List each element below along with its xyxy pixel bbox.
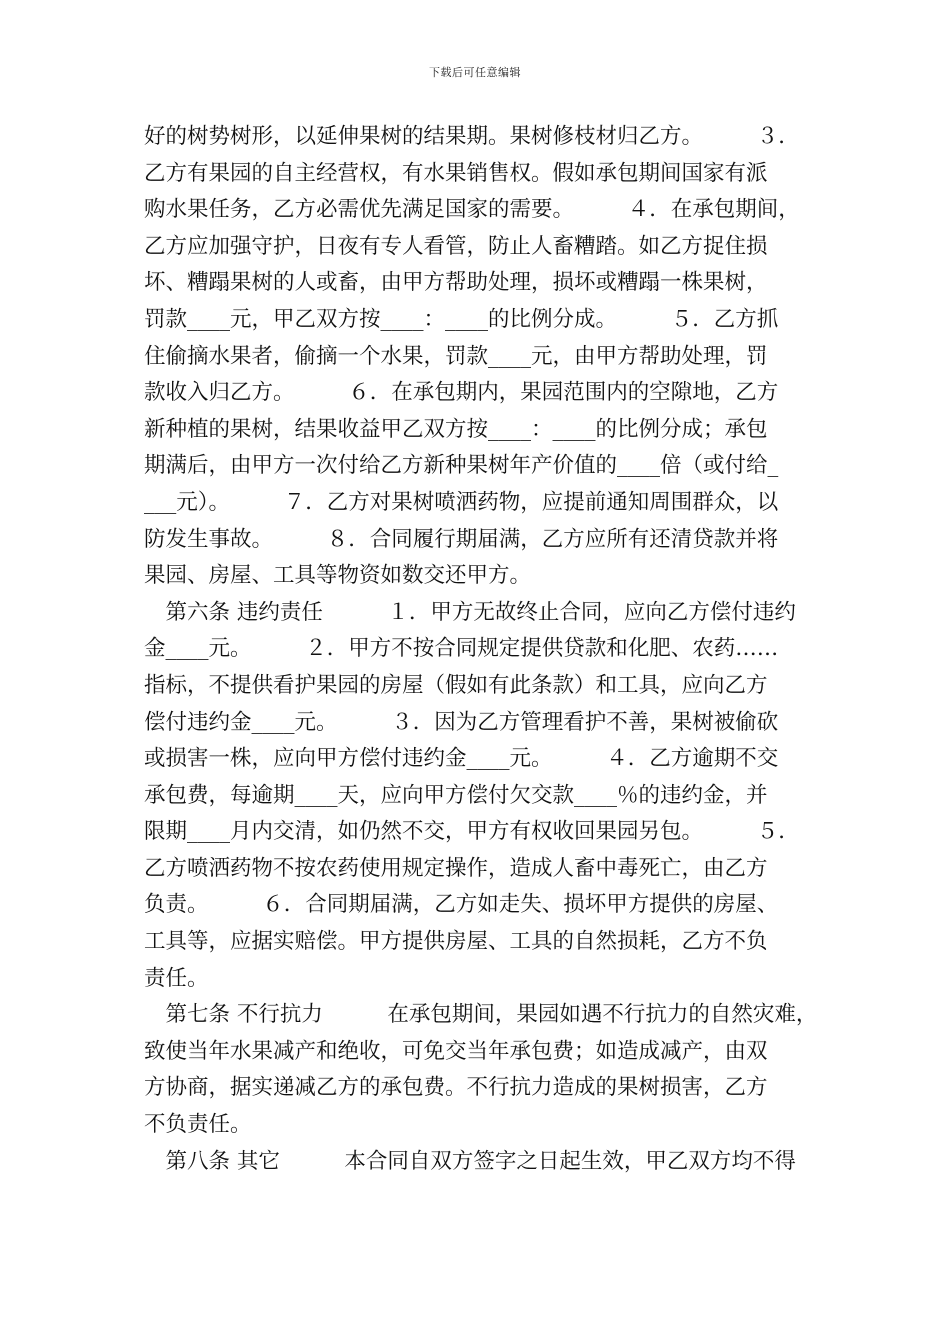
text-line: 或损害一株，应向甲方偿付违约金____元。 ４．乙方逾期不交 <box>144 746 779 772</box>
text-line: 偿付违约金____元。 ３．因为乙方管理看护不善，果树被偷砍 <box>144 709 779 735</box>
text-line: ___元）。 ７．乙方对果树喷洒药物，应提前通知周围群众，以 <box>144 489 779 515</box>
text-line: 果园、房屋、工具等物资如数交还甲方。 <box>144 563 532 589</box>
section-heading-line: 第八条 其它 本合同自双方签字之日起生效，甲乙双方均不得 <box>144 1148 796 1174</box>
section-heading-line: 第七条 不行抗力 在承包期间，果园如遇不行抗力的自然灾难， <box>144 1002 818 1028</box>
text-line: 金____元。 ２．甲方不按合同规定提供贷款和化肥、农药…… <box>144 636 779 662</box>
text-line: 限期____月内交清，如仍然不交，甲方有权收回果园另包。 ５． <box>144 819 800 845</box>
text-line: 责任。 <box>144 965 209 991</box>
text-line: 乙方有果园的自主经营权，有水果销售权。假如承包期间国家有派 <box>144 160 768 186</box>
text-line: 不负责任。 <box>144 1112 252 1138</box>
text-line: 工具等，应据实赔偿。甲方提供房屋、工具的自然损耗，乙方不负 <box>144 929 768 955</box>
text-line: 住偷摘水果者，偷摘一个水果，罚款____元，由甲方帮助处理，罚 <box>144 343 768 369</box>
text-line: 购水果任务，乙方必需优先满足国家的需要。 ４．在承包期间， <box>144 197 800 223</box>
page-header: 下载后可任意编辑 <box>429 66 521 79</box>
text-line: 承包费，每逾期____天，应向甲方偿付欠交款____％的违约金，并 <box>144 782 768 808</box>
text-line: 防发生事故。 ８．合同履行期届满，乙方应所有还清贷款并将 <box>144 526 779 552</box>
text-line: 罚款____元，甲乙双方按____：____的比例分成。 ５．乙方抓 <box>144 306 779 332</box>
text-line: 方协商，据实递减乙方的承包费。不行抗力造成的果树损害，乙方 <box>144 1075 768 1101</box>
text-line: 乙方应加强守护，日夜有专人看管，防止人畜糟踏。如乙方捉住损 <box>144 233 768 259</box>
text-line: 期满后，由甲方一次付给乙方新种果树年产价值的____倍（或付给_ <box>144 453 779 479</box>
text-line: 好的树势树形，以延伸果树的结果期。果树修枝材归乙方。 ３． <box>144 124 800 149</box>
text-line: 指标，不提供看护果园的房屋（假如有此条款）和工具，应向乙方 <box>144 672 768 698</box>
text-line: 新种植的果树，结果收益甲乙双方按____：____的比例分成；承包 <box>144 416 768 442</box>
text-line: 致使当年水果减产和绝收，可免交当年承包费；如造成减产，由双 <box>144 1038 768 1064</box>
text-line: 款收入归乙方。 ６．在承包期内，果园范围内的空隙地，乙方 <box>144 380 779 406</box>
text-line: 负责。 ６．合同期届满，乙方如走失、损坏甲方提供的房屋、 <box>144 892 779 918</box>
section-heading-line: 第六条 违约责任 １．甲方无故终止合同，应向乙方偿付违约 <box>144 599 796 625</box>
text-line: 乙方喷洒药物不按农药使用规定操作，造成人畜中毒死亡，由乙方 <box>144 855 768 881</box>
contract-body <box>144 119 826 1180</box>
text-line: 坏、糟蹋果树的人或畜，由甲方帮助处理，损坏或糟蹋一株果树， <box>144 270 768 296</box>
